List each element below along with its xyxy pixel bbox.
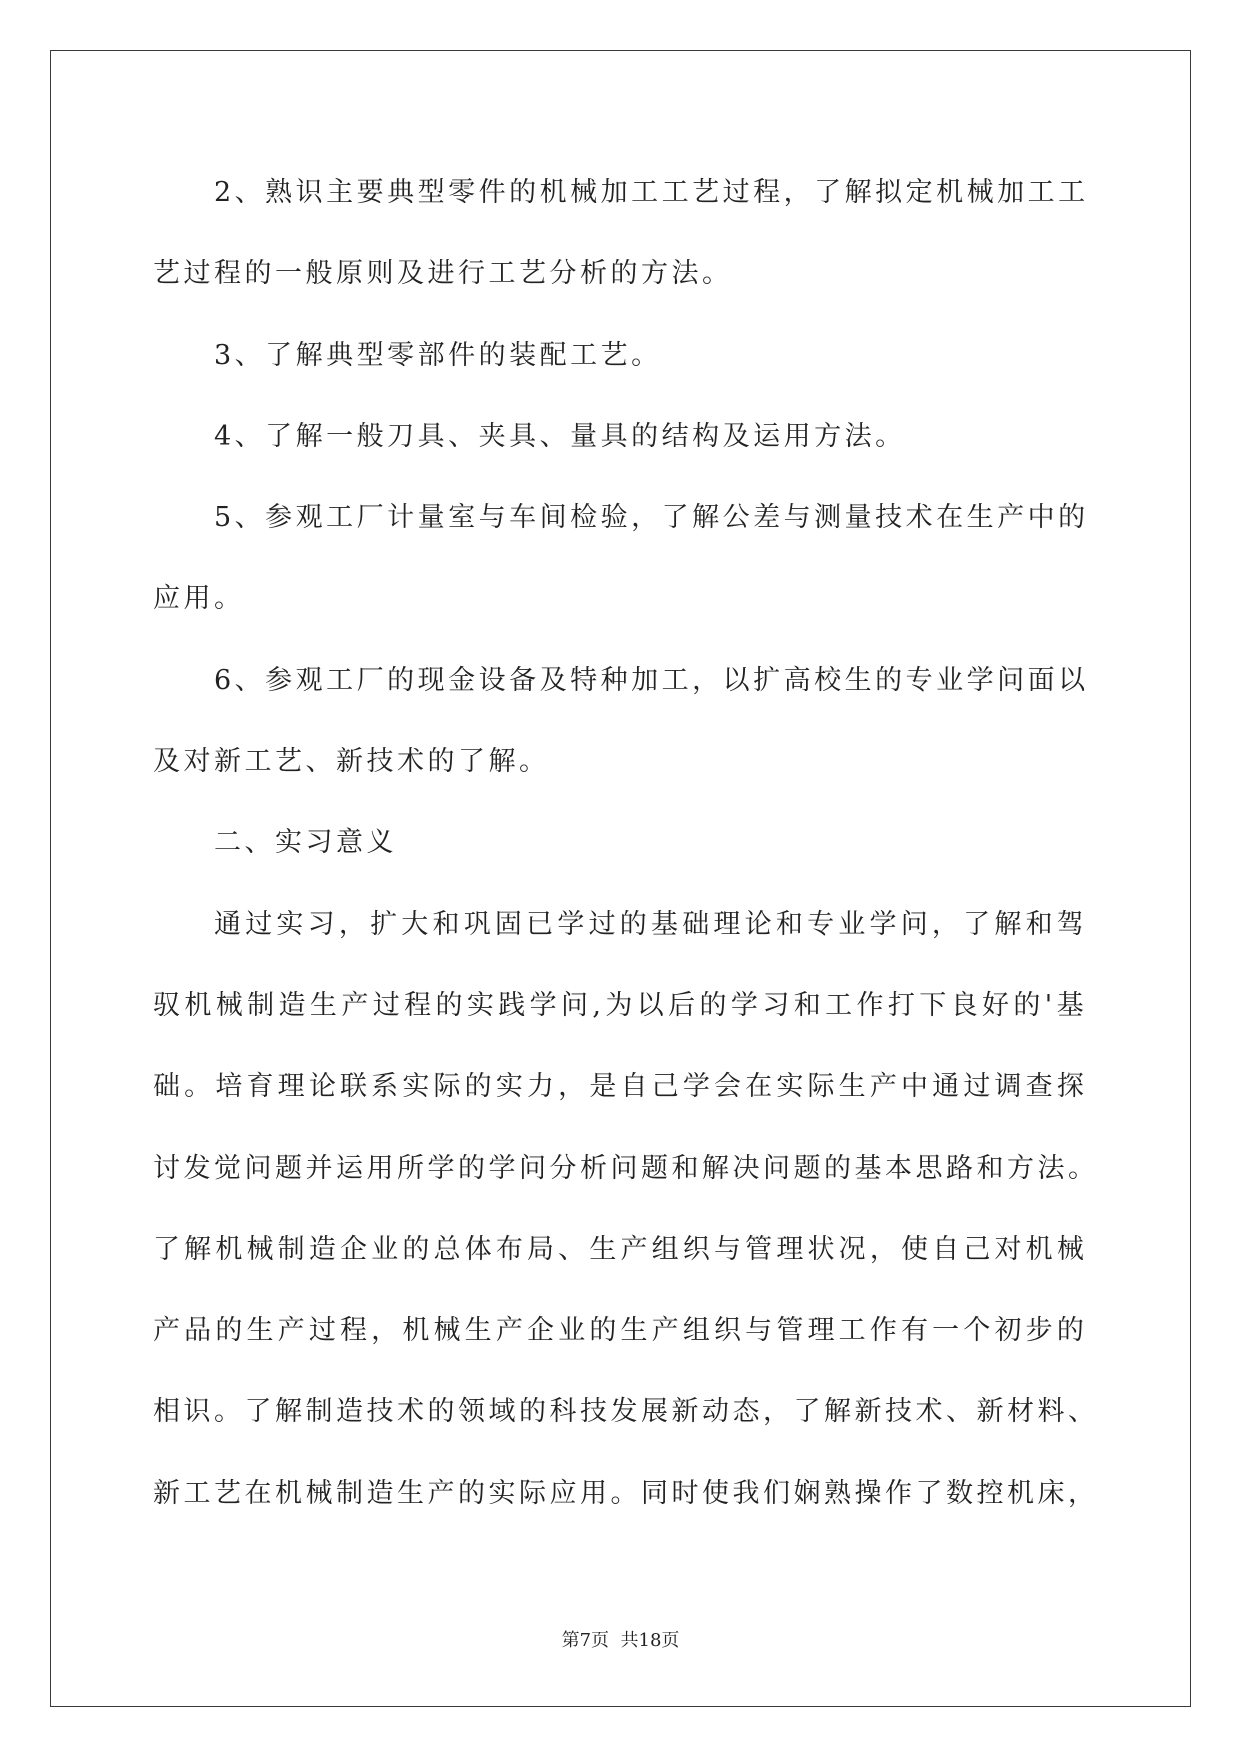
text-line (153, 640, 1088, 721)
text-line (153, 1209, 1088, 1290)
line-text: 3、了解典型零部件的装配工艺。 (214, 339, 662, 371)
paragraph (153, 884, 1099, 1534)
line-text: 驭机械制造生产过程的实践学问,为以后的学习和工作打下良好的'基 (153, 989, 1088, 1021)
line-text: 应用。 (153, 583, 245, 615)
line-text: 新工艺在机械制造生产的实际应用。同时使我们娴熟操作了数控机床， (153, 1477, 1099, 1509)
line-text: 4、了解一般刀具、夹具、量具的结构及运用方法。 (214, 420, 906, 452)
line-text: 产品的生产过程，机械生产企业的生产组织与管理工作有一个初步的 (153, 1315, 1088, 1347)
text-line (153, 1453, 1099, 1534)
line-text: 二、实习意义 (214, 827, 397, 859)
text-line (153, 1128, 1099, 1209)
line-text: 艺过程的一般原则及进行工艺分析的方法。 (153, 258, 733, 290)
text-line (153, 558, 1088, 639)
page-number-footer: 第7页 共18页 (561, 1630, 680, 1651)
line-text: 6、参观工厂的现金设备及特种加工，以扩高校生的专业学问面以 (214, 664, 1089, 696)
line-text: 础。培育理论联系实际的实力，是自己学会在实际生产中通过调查探 (153, 1071, 1088, 1103)
paragraph (153, 802, 1088, 883)
line-text: 了解机械制造企业的总体布局、生产组织与管理状况，使自己对机械 (153, 1233, 1088, 1265)
text-line (153, 884, 1088, 965)
line-text: 通过实习，扩大和巩固已学过的基础理论和专业学问，了解和驾 (214, 908, 1088, 940)
paragraph (153, 477, 1088, 640)
line-text: 讨发觉问题并运用所学的学问分析问题和解决问题的基本思路和方法。 (153, 1152, 1099, 1184)
text-line (153, 1046, 1088, 1127)
text-line (153, 233, 1088, 314)
line-text: 及对新工艺、新技术的了解。 (153, 746, 550, 778)
line-text: 2、熟识主要典型零件的机械加工工艺过程，了解拟定机械加工工 (214, 177, 1089, 208)
paragraph (153, 152, 1088, 315)
text-line (153, 1290, 1088, 1371)
text-line (153, 802, 1088, 883)
text-line (153, 315, 1088, 396)
line-text: 5、参观工厂计量室与车间检验，了解公差与测量技术在生产中的 (214, 502, 1089, 534)
text-line (153, 152, 1088, 233)
line-text: 相识。了解制造技术的领域的科技发展新动态，了解新技术、新材料、 (153, 1396, 1099, 1428)
text-line (153, 477, 1088, 558)
text-line (153, 396, 1088, 477)
paragraph (153, 640, 1088, 803)
paragraph (153, 315, 1088, 396)
paragraph (153, 396, 1088, 477)
text-line (153, 1371, 1099, 1452)
document-body (153, 152, 1099, 1534)
text-line (153, 721, 1088, 802)
text-line (153, 965, 1088, 1046)
